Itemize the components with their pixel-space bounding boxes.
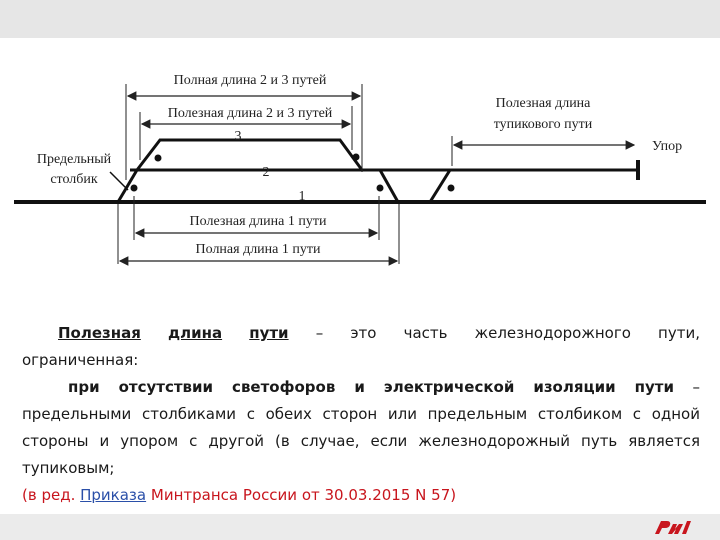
definition-line-1 xyxy=(22,320,700,347)
useful-deadend-label-1: Полезная длина xyxy=(495,96,591,111)
condition-line-1 xyxy=(22,374,700,401)
post-dot-1 xyxy=(155,155,162,162)
bottom-band xyxy=(0,514,720,540)
term-word-2: длина xyxy=(167,324,223,342)
track-3-number: 3 xyxy=(234,129,242,144)
post-dot-3 xyxy=(131,185,138,192)
top-band xyxy=(0,0,720,38)
term-word-1: Полезная xyxy=(58,324,141,342)
edit-suffix: Минтранса России от 30.03.2015 N 57) xyxy=(146,486,457,504)
post-pointer xyxy=(110,172,128,190)
track-diagram xyxy=(0,40,720,270)
condition-line-4: тупиковым; xyxy=(22,459,115,477)
definition-rest: – это часть железнодорожного пути, xyxy=(288,324,700,342)
edit-link[interactable]: Приказа xyxy=(80,486,147,504)
post-dot-4 xyxy=(377,185,384,192)
full-length-23-label: Полная длина 2 и 3 путей xyxy=(173,73,327,88)
edit-prefix: (в ред. xyxy=(22,486,81,504)
post-dot-5 xyxy=(448,185,455,192)
switch-right-b xyxy=(430,170,450,202)
rzd-logo-icon xyxy=(652,516,696,538)
condition-bold: при отсутствии светофоров и электрической изоляции пути xyxy=(68,378,674,396)
useful-length-1-label: Полезная длина 1 пути xyxy=(189,214,327,229)
edit-note xyxy=(22,482,700,509)
post-dot-2 xyxy=(353,154,360,161)
definition-line-2: ограниченная: xyxy=(22,351,139,369)
stop-label: Упор xyxy=(652,139,683,154)
track-2-number: 2 xyxy=(262,165,270,180)
post-label-1: Предельный xyxy=(36,152,112,167)
term-word-3: пути xyxy=(249,324,289,342)
useful-length-23-label: Полезная длина 2 и 3 путей xyxy=(167,106,333,121)
post-label-2: столбик xyxy=(50,172,98,187)
definition-text xyxy=(22,320,700,509)
track-1-number: 1 xyxy=(298,189,306,204)
condition-dash: – xyxy=(673,378,700,396)
track-3-line xyxy=(137,140,362,170)
condition-line-2: предельными столбиками с обеих сторон или предельным столбиком с одной xyxy=(22,405,700,423)
full-length-1-label: Полная длина 1 пути xyxy=(195,242,321,257)
condition-line-3: стороны и упором с другой (в случае, если железнодорожный путь является xyxy=(22,432,700,450)
useful-deadend-label-2: тупикового пути xyxy=(493,117,593,132)
